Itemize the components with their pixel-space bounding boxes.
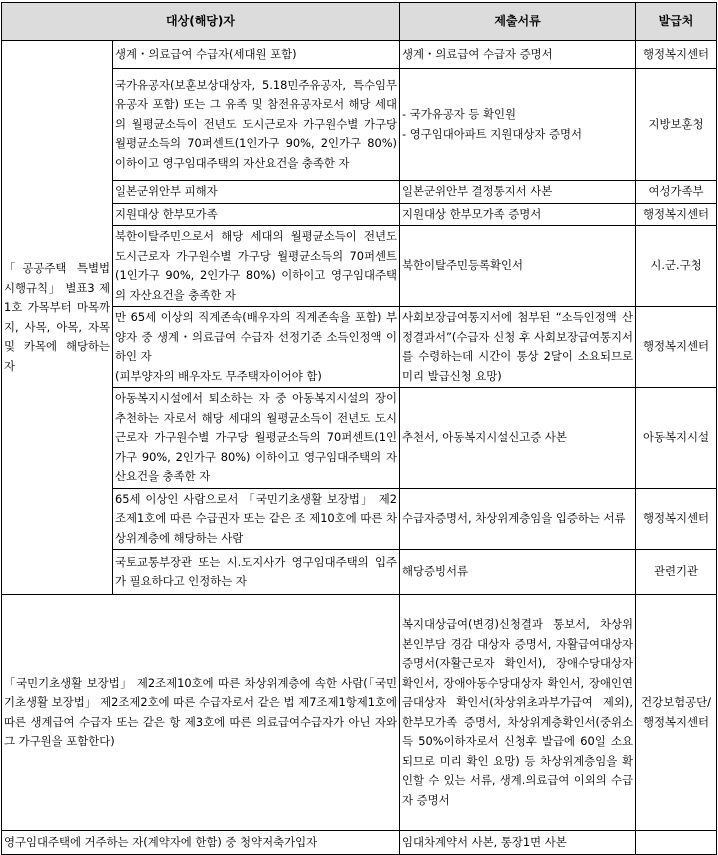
issuer-cell: 행정복지센터 — [636, 488, 717, 550]
target-cell: 국토교통부장관 또는 시.도지사가 영구임대주택의 입주가 필요하다고 인정하는 자 — [113, 550, 400, 595]
issuer-cell: 행정복지센터 — [636, 307, 717, 388]
target-cell: 지원대상 한부모가족 — [113, 203, 400, 226]
target-cell: 국가유공자(보훈보상대상자, 5.18민주유공자, 특수임무유공자 포함) 또는 그 유족 및 참전유공자로서 해당 세대의 월평균소득이 전년도 도시근로자 가구원수별 가구당 월평균소득의 70퍼센트(1인가구 90%, 2인가구 80%) 이하이고 영구임대주택의 자산요건을 충족한 자 — [113, 69, 400, 181]
target-cell: 북한이탈주민으로서 해당 세대의 월평균소득이 전년도 도시근로자 가구원수별 가구당 월평균소득의 70퍼센트(1인가구 90%, 2인가구 80%) 이하이고 영구임대주택의 자산요건을 충족한 자 — [113, 226, 400, 307]
group-label: 「공공주택 특별법 시행규칙」 별표3 제1호 가목부터 마목까지, 사목, 아목, 자목 및 카목에 해당하는 자 — [2, 41, 113, 595]
issuer-cell: 시.군.구청 — [636, 226, 717, 307]
issuer-cell: 행정복지센터 — [636, 41, 717, 69]
documents-cell: 일본군위안부 결정통지서 사본 — [400, 181, 636, 204]
table-header-row — [2, 3, 717, 41]
header-documents: 제출서류 — [400, 3, 636, 41]
table-row — [2, 831, 717, 855]
target-line: 만 65세 이상의 직계존속(배우자의 직계존속을 포함) 부양자 중 생계・의료급여 수급자 선정기준 소득인정액 이하인 자 — [115, 310, 397, 363]
documents-line: - 국가유공자 등 확인원 — [402, 107, 517, 121]
eligibility-documents-table — [1, 2, 717, 855]
issuer-cell: 아동복지시설 — [636, 388, 717, 489]
issuer-cell: 여성가족부 — [636, 181, 717, 204]
issuer-cell — [636, 831, 717, 855]
documents-cell: 임대차계약서 사본, 통장1면 사본 — [400, 831, 636, 855]
issuer-cell: 지방보훈청 — [636, 69, 717, 181]
target-cell: 일본군위안부 피해자 — [113, 181, 400, 204]
target-cell: 생계・의료급여 수급자(세대원 포함) — [113, 41, 400, 69]
documents-cell: 해당증빙서류 — [400, 550, 636, 595]
documents-cell: 사회보장급여통지서에 첨부된 “소득인정액 산정결과서”(수급자 신청 후 사회보장급여통지서를 수령하는데 시간이 통상 2달이 소요되므로 미리 발급신청 요망) — [400, 307, 636, 388]
target-cell: 「국민기초생활 보장법」 제2조제10호에 따른 차상위계층에 속한 사람(「국민기초생활 보장법」 제2조제2호에 따른 수급자로서 같은 법 제7조제1항제1호에 따른 생계급여 수급자 또는 같은 항 제3호에 따른 의료급여수급자가 아닌 자와 그 가구원을 포함한다) — [2, 595, 400, 831]
header-issuer: 발급처 — [636, 3, 717, 41]
issuer-cell: 행정복지센터 — [636, 203, 717, 226]
documents-line: - 영구임대아파트 지원대상자 증명서 — [402, 126, 583, 141]
documents-cell: 추천서, 아동복지시설신고증 사본 — [400, 388, 636, 489]
documents-cell: 수급자증명서, 차상위계층임을 입증하는 서류 — [400, 488, 636, 550]
documents-cell: 지원대상 한부모가족 증명서 — [400, 203, 636, 226]
target-cell: 영구임대주택에 거주하는 자(계약자에 한함) 중 청약저축가입자 — [2, 831, 400, 855]
table-row — [2, 41, 717, 69]
target-line: (피부양자의 배우자도 무주택자이어야 함) — [115, 368, 322, 383]
documents-cell — [400, 69, 636, 181]
header-target: 대상(해당)자 — [2, 3, 400, 41]
documents-cell: 복지대상급여(변경)신청결과 통보서, 차상위 본인부담 경감 대상자 증명서, 자활급여대상자 증명서(자활근로자 확인서), 장애수당대상자 확인서, 장애아동수당대상자 확인서, 장애인연금대상자 확인서(차상위초과부가급여 제외), 한부모가족 증명서, 차상위계층확인서(중위소득 50%이하자로서 신청후 발급에 60일 소요되므로 미리 확인 요망) 등 차상위계층임을 확인할 수 있는 서류, 생계.의료급여 이외의 수급자 증명서 — [400, 595, 636, 831]
issuer-cell: 관련기관 — [636, 550, 717, 595]
target-cell: 65세 이상인 사람으로서 「국민기초생활 보장법」 제2조제1호에 따른 수급권자 또는 같은 조 제10호에 따른 차상위계층에 해당하는 사람 — [113, 488, 400, 550]
table-row — [2, 595, 717, 831]
target-cell — [113, 307, 400, 388]
target-cell: 아동복지시설에서 퇴소하는 자 중 아동복지시설의 장이 추천하는 자로서 해당 세대의 월평균소득이 전년도 도시근로자 가구원수별 가구당 월평균소득의 70퍼센트(1인가구 90%, 2인가구 80%) 이하이고 영구임대주택의 자산요건을 충족한 자 — [113, 388, 400, 489]
documents-cell: 북한이탈주민등록확인서 — [400, 226, 636, 307]
issuer-cell: 건강보험공단/행정복지센터 — [636, 595, 717, 831]
documents-cell: 생계・의료급여 수급자 증명서 — [400, 41, 636, 69]
